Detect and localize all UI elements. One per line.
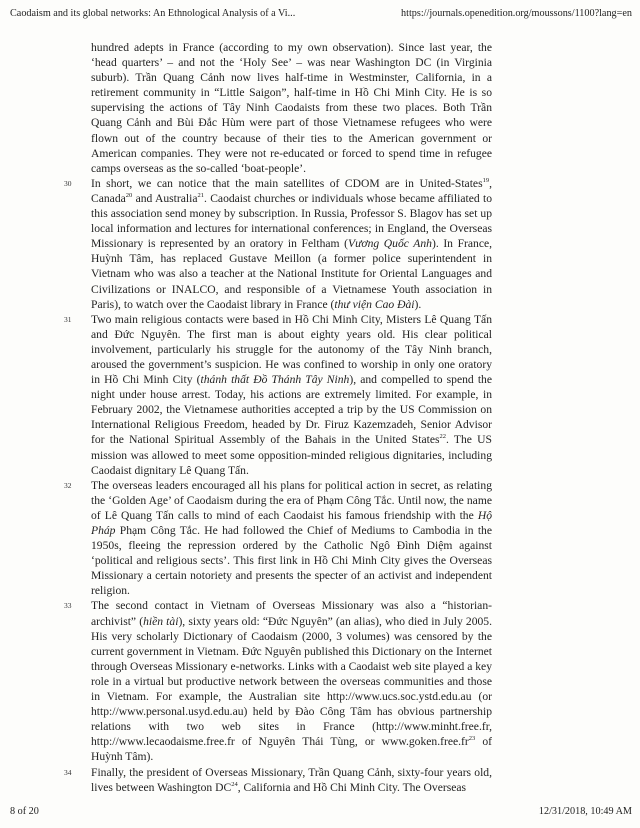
paragraph-text: The overseas leaders encouraged all his plans for political action in secret, as relating the ‘Golden Age’ of Caodaism during the era of Phạm Công Tắc. Until now, the name of Lê Quang Tấn calls to mind of each Caodaist his famous friendship with the Hộ Pháp Phạm Công Tắc. He had followed the Chief of Mediums to Cambodia in the 1950s, fleeing the repression ordered by the Catholic Ngô Đình Diệm against ‘political and religious sects’. This first link in Hồ Chi Minh City gives the Overseas Missionary a certain notoriety and presents the specter of an activist and independent religion. — [91, 478, 492, 598]
paragraph-30 — [64, 176, 493, 312]
page-url[interactable]: https://journals.openedition.org/moussons/1100?lang=en — [401, 8, 632, 19]
paragraph-32 — [64, 478, 492, 599]
paragraph-33 — [64, 598, 492, 764]
paragraph-text: Two main religious contacts were based in Hồ Chi Minh City, Misters Lê Quang Tấn and Đức Nguyên. The first man is about eighty years old. His clear political involvement, particularly his struggle for the autonomy of the Tây Ninh branch, aroused the government’s suspicion. He was confined to worship in only one oratory in Hồ Chi Minh City (thánh thất Đồ Thánh Tây Ninh), and compelled to spend the night under house arrest. Today, his actions are extremely limited. For example, in February 2002, the Vietnamese authorities accepted a trip by the US Commission on International Religious Freedom, headed by Dr. Firuz Kazemzadeh, Senior Advisor for the National Spiritual Assembly of the Bahais in the United States$^{22}$. The US mission was allowed to meet some opposition-minded religious dignitaries, including Caodaist dignitary Lê Quang Tấn. — [91, 312, 493, 477]
article-body — [64, 40, 493, 795]
browser-print-footer — [10, 806, 632, 820]
paragraph-number: 32 — [64, 480, 72, 490]
paragraph-number: 30 — [64, 178, 72, 188]
paragraph-number: 34 — [64, 767, 72, 777]
print-datetime: 12/31/2018, 10:49 AM — [538, 806, 632, 817]
paragraph-31 — [64, 312, 493, 478]
paragraph-text: Finally, the president of Overseas Missionary, Trần Quang Cảnh, sixty-four years old, lives between Washington DC$^{24}$, California and Hồ Chi Minh City. The Overseas — [91, 765, 492, 794]
paragraph-text: hundred adepts in France (according to my own observation). Since last year, the ‘head quarters’ – and not the ‘Holy See’ – was near Washington DC (in Virginia suburb). Trần Quang Cảnh now lives half-time in Westminster, California, in a retirement community in “Little Saigon”, half-time in Hồ Chi Minh City. He is so supervising the actions of Tây Ninh Caodaists from these two places. Both Trần Quang Cảnh and Bùi Đắc Hùm were part of those Vietnamese refugees who were flown out of the country because of their ties to the American government or American companies. They were not re-educated or forced to spend time in refugee camps overseas as the so-called ‘boat-people’. — [91, 41, 492, 175]
page-count: 8 of 20 — [10, 806, 39, 817]
page-title: Caodaism and its global networks: An Ethnological Analysis of a Vi... — [10, 8, 296, 19]
paragraph-continued — [91, 40, 492, 176]
paragraph-34 — [64, 765, 492, 795]
paragraph-text: In short, we can notice that the main satellites of CDOM are in United-States$^{19}$, Canada$^{20}$ and Australia$^{21}$. Caodaist churches or individuals whose became affiliated to this association send money by subscription. In Russia, Professor S. Blagov has set up local information and lectures for international conferences; in England, the Overseas Missionary is represented by an oratory in Feltham (Vương Quốc Anh). In France, Huỳnh Tâm, has replaced Gustave Meillon (a former police superintendent in Vietnam who was also a teacher at the National Institute for Oriental Languages and Civilizations or INALCO, and responsible of a Vietnamese Youth association in Paris), to watch over the Caodaist library in France (thư viện Cao Đài). — [91, 176, 493, 311]
paragraph-text: The second contact in Vietnam of Overseas Missionary was also a “historian-archivist” (hiền tài), sixty years old: “Đức Nguyên” (an alias), who died in July 2005. His very scholarly Dictionary of Caodaism (2000, 3 volumes) was censored by the current government in Vietnam. Đức Nguyên published this Dictionary on the Internet through Overseas Missionary e-networks. Links with a Caodaist web site played a key role in a virtual but productive network between the overseas communities and those in Vietnam. For example, the Australian site http://www.ucs.soc.ystd.edu.au (or http://www.personal.usyd.edu.au) held by Đào Công Tâm has obvious partnership relations with two web sites in France (http://www.minht.free.fr, http://www.lecaodaisme.free.fr of Nguyên Thái Tùng, or $www.goken.free.fr^{23}$ of Huỳnh Tâm). — [91, 599, 492, 764]
paragraph-number: 31 — [64, 314, 72, 324]
paragraph-number: 33 — [64, 601, 72, 611]
browser-print-header — [10, 8, 632, 22]
